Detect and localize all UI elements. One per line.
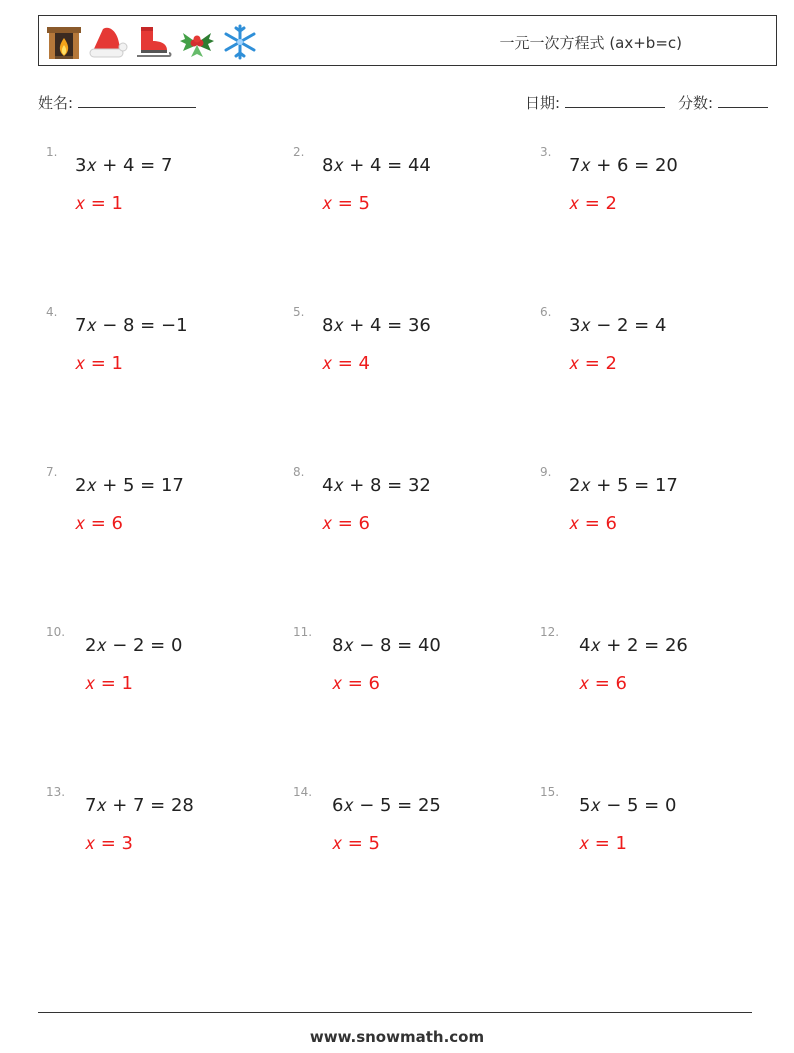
problem-equation: 2𝑥 + 5 = 17 <box>569 475 678 496</box>
fireplace-icon <box>45 23 83 61</box>
name-blank[interactable] <box>78 93 196 108</box>
problem-number: 8. <box>293 465 305 479</box>
ice-skate-icon <box>133 23 173 61</box>
problem-answer: 𝑥 = 5 <box>332 833 381 854</box>
footer-divider <box>38 1012 752 1013</box>
score-field <box>678 92 768 113</box>
problem-equation: 4𝑥 + 8 = 32 <box>322 475 431 496</box>
worksheet-title: 一元一次方程式 (ax+b=c) <box>499 34 682 52</box>
problem-equation: 8𝑥 + 4 = 36 <box>322 315 431 336</box>
snowflake-icon <box>221 23 259 61</box>
problem-number: 4. <box>46 305 58 319</box>
problem-item <box>293 465 523 555</box>
date-blank[interactable] <box>565 93 665 108</box>
date-label: 日期: <box>525 94 561 112</box>
header-icons <box>45 23 259 61</box>
problem-number: 2. <box>293 145 305 159</box>
problem-answer: 𝑥 = 1 <box>75 193 124 214</box>
problem-equation: 2𝑥 + 5 = 17 <box>75 475 184 496</box>
problem-item <box>46 465 276 555</box>
problem-number: 10. <box>46 625 66 639</box>
problem-equation: 8𝑥 − 8 = 40 <box>332 635 441 656</box>
problem-item <box>293 625 523 715</box>
problem-equation: 7𝑥 + 6 = 20 <box>569 155 678 176</box>
problem-item <box>293 785 523 875</box>
problem-equation: 3𝑥 − 2 = 4 <box>569 315 667 336</box>
problem-equation: 7𝑥 + 7 = 28 <box>85 795 194 816</box>
problem-equation: 6𝑥 − 5 = 25 <box>332 795 441 816</box>
problem-equation: 3𝑥 + 4 = 7 <box>75 155 173 176</box>
problem-number: 9. <box>540 465 552 479</box>
problem-answer: 𝑥 = 4 <box>322 353 371 374</box>
problem-number: 13. <box>46 785 66 799</box>
problem-number: 3. <box>540 145 552 159</box>
problem-equation: 4𝑥 + 2 = 26 <box>579 635 688 656</box>
problem-number: 6. <box>540 305 552 319</box>
problem-number: 1. <box>46 145 58 159</box>
problem-answer: 𝑥 = 6 <box>579 673 628 694</box>
problem-number: 12. <box>540 625 560 639</box>
problem-answer: 𝑥 = 2 <box>569 353 618 374</box>
problem-item <box>46 145 276 235</box>
problem-number: 5. <box>293 305 305 319</box>
problem-answer: 𝑥 = 6 <box>322 513 371 534</box>
problem-answer: 𝑥 = 6 <box>569 513 618 534</box>
problem-equation: 2𝑥 − 2 = 0 <box>85 635 183 656</box>
problem-equation: 7𝑥 − 8 = −1 <box>75 315 188 336</box>
problem-answer: 𝑥 = 1 <box>85 673 134 694</box>
problem-equation: 8𝑥 + 4 = 44 <box>322 155 431 176</box>
score-label: 分数: <box>678 94 714 112</box>
name-label: 姓名: <box>38 94 74 112</box>
problem-answer: 𝑥 = 1 <box>75 353 124 374</box>
footer-url: www.snowmath.com <box>309 1028 485 1046</box>
problem-number: 14. <box>293 785 313 799</box>
score-blank[interactable] <box>718 93 768 108</box>
problem-item <box>540 785 770 875</box>
problem-item <box>293 145 523 235</box>
santa-hat-icon <box>87 23 129 61</box>
date-field <box>525 92 665 113</box>
problem-item <box>46 785 276 875</box>
problem-item <box>540 305 770 395</box>
problem-answer: 𝑥 = 6 <box>332 673 381 694</box>
holly-icon <box>177 23 217 61</box>
problem-answer: 𝑥 = 1 <box>579 833 628 854</box>
problem-item <box>46 305 276 395</box>
problem-equation: 5𝑥 − 5 = 0 <box>579 795 677 816</box>
problem-number: 11. <box>293 625 313 639</box>
problem-item <box>46 625 276 715</box>
problem-number: 15. <box>540 785 560 799</box>
problem-item <box>540 465 770 555</box>
problem-answer: 𝑥 = 3 <box>85 833 134 854</box>
problem-item <box>540 625 770 715</box>
worksheet-header <box>38 15 777 66</box>
problem-number: 7. <box>46 465 58 479</box>
problem-answer: 𝑥 = 6 <box>75 513 124 534</box>
problem-item <box>540 145 770 235</box>
problem-answer: 𝑥 = 2 <box>569 193 618 214</box>
problem-answer: 𝑥 = 5 <box>322 193 371 214</box>
name-field <box>38 92 196 113</box>
problem-item <box>293 305 523 395</box>
